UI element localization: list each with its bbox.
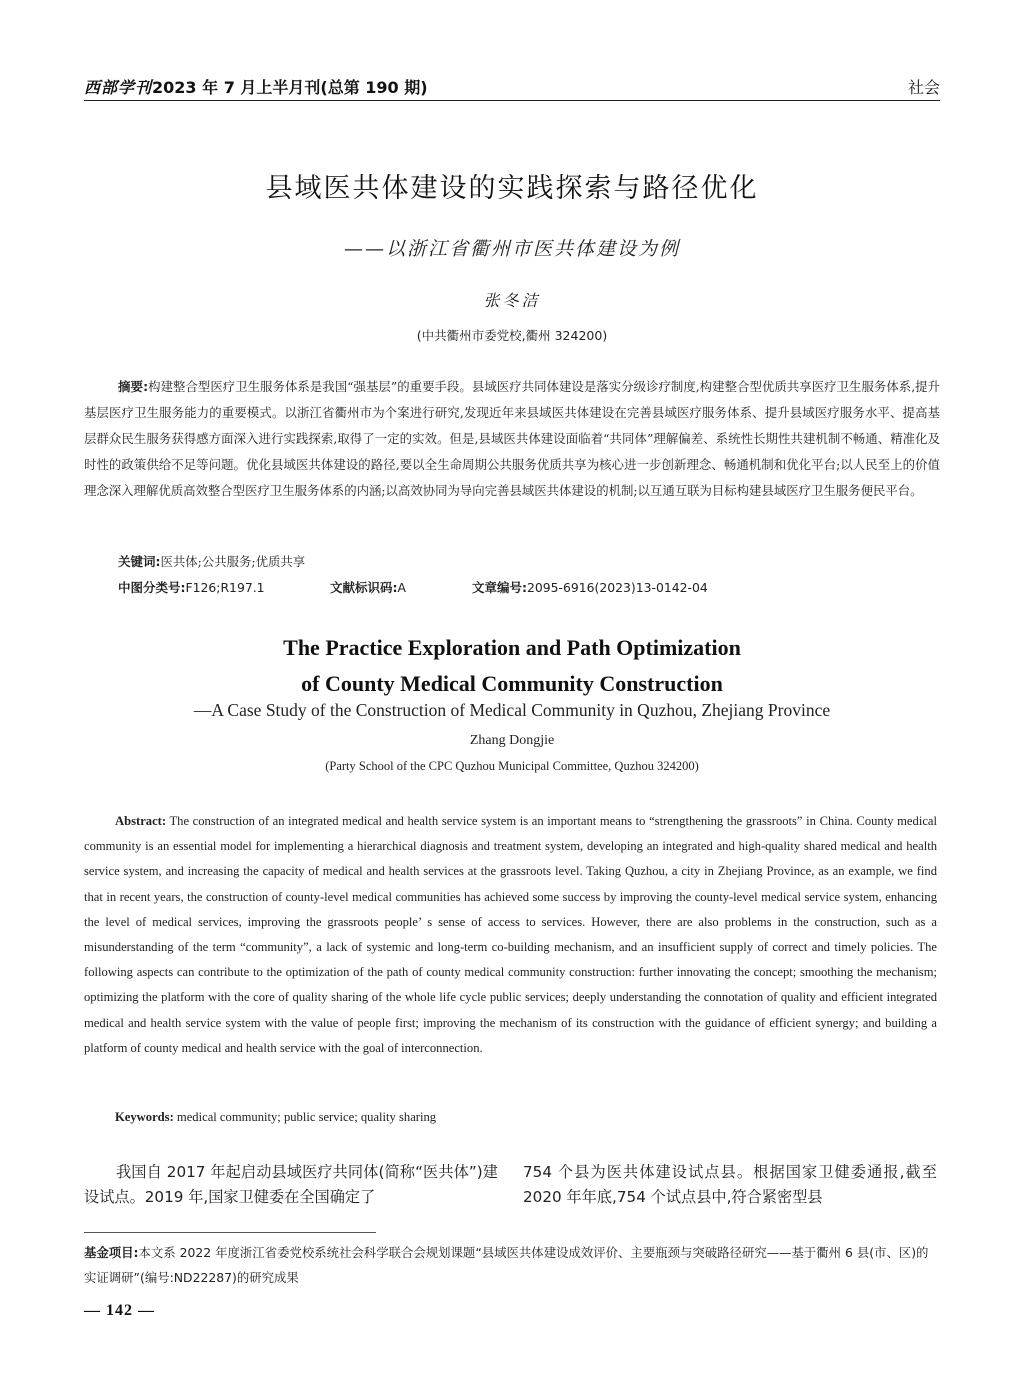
chinese-author: 张冬洁: [483, 291, 541, 310]
running-header: [84, 72, 940, 100]
chinese-keywords: [118, 552, 305, 570]
english-abstract: [84, 809, 937, 1061]
body-column-left: 我国自 2017 年起启动县域医疗共同体(简称“医共体”)建设试点。2019 年,国家卫健委在全国确定了: [84, 1163, 498, 1206]
english-affiliation: (Party School of the CPC Quzhou Municipal Committee, Quzhou 324200): [325, 759, 699, 773]
chinese-affiliation: (中共衢州市委党校,衢州 324200): [416, 328, 608, 343]
english-subtitle: —A Case Study of the Construction of Medical Community in Quzhou, Zhejiang Province: [193, 700, 831, 720]
chinese-keywords-label: 关键词:: [118, 554, 161, 569]
document-code: [330, 578, 472, 596]
chinese-abstract-label: 摘要:: [118, 379, 149, 394]
chinese-abstract-text: 构建整合型医疗卫生服务体系是我国“强基层”的重要手段。县域医疗共同体建设是落实分级诊疗制度,构建整合型优质共享医疗卫生服务体系,提升基层医疗卫生服务能力的重要模式。以浙江省衢州市为个案进行研究,发现近年来县域医共体建设在完善县域医疗服务体系、提升县域医疗服务水平、提高基层群众民生服务获得感方面深入进行实践探索,取得了一定的实效。但是,县域医共体建设面临着“共同体”理解偏差、系统性长期性共建机制不畅通、精准化及时性的政策供给不足等问题。优化县域医共体建设的路径,要以全生命周期公共服务优质共享为核心进一步创新理念、畅通机制和优化平台;以人民至上的价值理念深入理解优质高效整合型医疗卫生服务体系的内涵;以高效协同为导向完善县域医共体建设的机制;以互通互联为目标构建县域医疗卫生服务便民平台。: [84, 379, 941, 498]
clc-number: [118, 578, 330, 596]
english-title-line2: of County Medical Community Construction: [301, 671, 723, 696]
classification-line: [118, 578, 878, 596]
chinese-title: 县域医共体建设的实践探索与路径优化: [265, 173, 759, 204]
body-text: [84, 1160, 937, 1210]
page-number: — 142 —: [84, 1302, 155, 1319]
section-label: 社会: [907, 77, 940, 97]
english-keywords: [115, 1110, 436, 1125]
body-column-right: 754 个县为医共体建设试点县。根据国家卫健委通报,截至 2020 年年底,754 个试点县中,符合紧密型县: [523, 1163, 937, 1206]
funding-text: 本文系 2022 年度浙江省委党校系统社会科学联合会规划课题“县域医共体建设成效评价、主要瓶颈与突破路径研究——基于衢州 6 县(市、区)的实证调研”(编号:ND22287)的研究成果: [84, 1245, 929, 1285]
english-title: [84, 630, 940, 702]
journal-issue: [84, 75, 428, 98]
english-abstract-label: Abstract:: [115, 814, 167, 828]
article-number: [472, 578, 708, 596]
clc-label: 中图分类号:: [118, 580, 186, 595]
funding-label: 基金项目:: [84, 1245, 139, 1260]
english-abstract-text: The construction of an integrated medical and health service system is an important means to “strengthening the grassroots” in China. County medical community is an essential model for implementing a hierarchical diagnosis and treatment system, developing an integrated and high-quality shared medical and health service system, and increasing the capacity of medical and health services at the grassroots level. Taking Quzhou, a city in Zhejiang Province, as an example, we find that in recent years, the construction of county-level medical communities has achieved some success by improving the county-level medical service system, enhancing the level of medical services, improving the grassroots people’ s sense of access to services. However, there are also problems in the construction, such as a misunderstanding of the term “community”, a lack of systemic and long-term co-building mechanism, and an insufficient supply of correct and timely policies. The following aspects can contribute to the optimization of the path of county medical community construction: further innovating the concept; smoothing the mechanism; optimizing the platform with the core of quality sharing of the whole life cycle public services; deeply understanding the connotation of quality and efficient integrated medical and health service system with the value of people first; improving the mechanism of its construction with the guidance of efficient synergy; and building a platform of county medical and health service with the goal of interconnection.: [84, 814, 937, 1055]
funding-footnote: [84, 1240, 940, 1290]
chinese-keywords-text: 医共体;公共服务;优质共享: [160, 554, 306, 569]
english-keywords-label: Keywords:: [115, 1110, 174, 1124]
chinese-abstract: [84, 374, 940, 504]
header-divider: [84, 100, 940, 101]
journal-name: 西部学刊: [84, 77, 153, 97]
issue-info: 2023 年 7 月上半月刊(总第 190 期): [152, 77, 428, 97]
doc-value: A: [397, 580, 406, 595]
art-label: 文章编号:: [472, 580, 527, 595]
art-value: 2095-6916(2023)13-0142-04: [527, 580, 708, 595]
english-title-line1: The Practice Exploration and Path Optimization: [283, 635, 741, 660]
english-keywords-text: medical community; public service; quality sharing: [176, 1110, 437, 1124]
footnote-divider: [84, 1232, 376, 1233]
chinese-subtitle: ——以浙江省衢州市医共体建设为例: [343, 238, 680, 260]
clc-value: F126;R197.1: [185, 580, 265, 595]
english-author: Zhang Dongjie: [469, 733, 555, 748]
doc-label: 文献标识码:: [330, 580, 398, 595]
